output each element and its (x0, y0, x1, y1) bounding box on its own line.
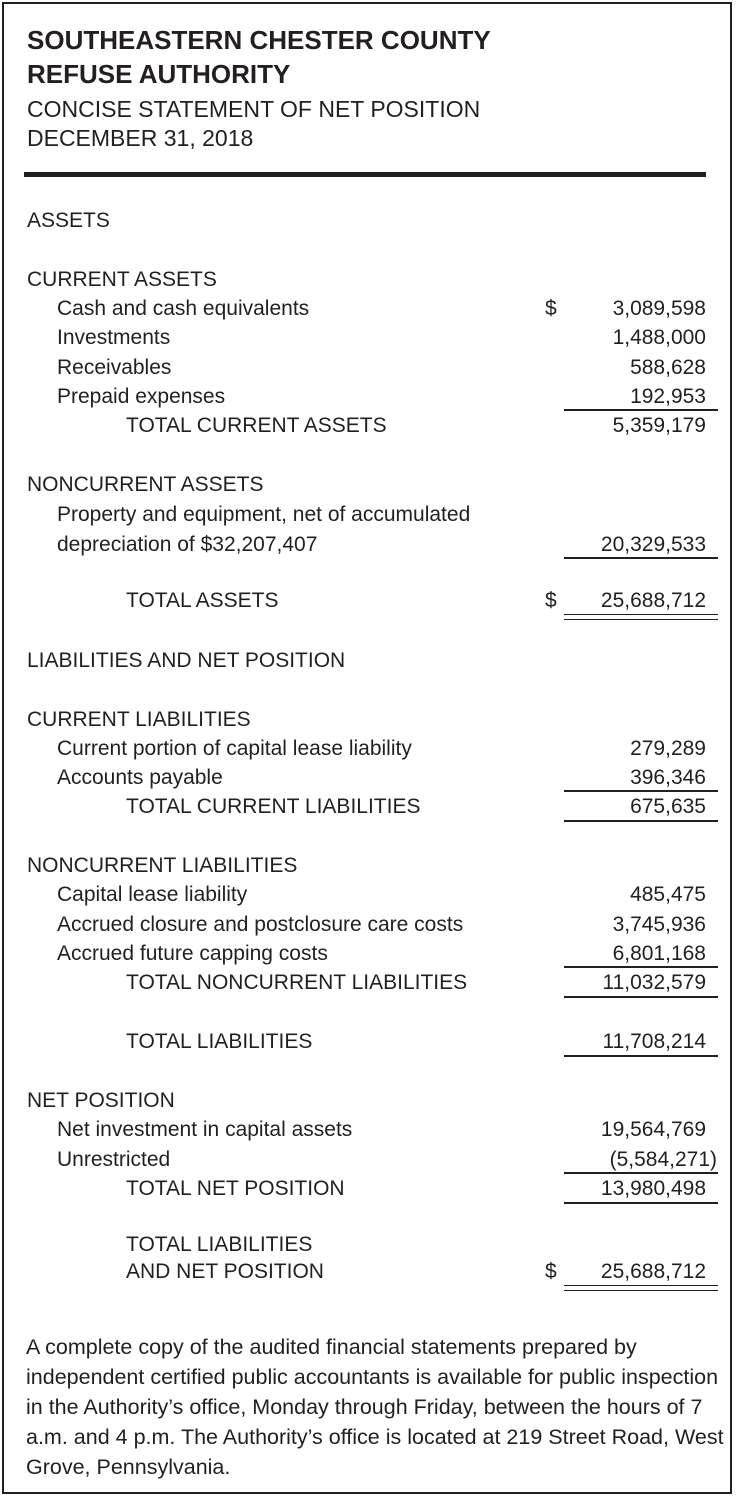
capital-lease-current-label: Current portion of capital lease liability (57, 737, 412, 760)
dollar-sign: $ (545, 589, 557, 612)
subtotal-rule (564, 1055, 718, 1057)
property-value: 20,329,533 (600, 533, 706, 556)
property-label-line2: depreciation of $32,207,407 (57, 533, 318, 556)
total-assets-value: 25,688,712 (600, 589, 706, 612)
subtotal-rule (564, 409, 718, 411)
current-assets-heading: CURRENT ASSETS (27, 268, 217, 291)
noncurrent-assets-heading: NONCURRENT ASSETS (27, 473, 264, 496)
grand-total-label-line2: AND NET POSITION (126, 1260, 324, 1283)
current-liabilities-heading: CURRENT LIABILITIES (27, 708, 251, 731)
investments-label: Investments (57, 326, 171, 349)
total-current-liabilities-value: 675,635 (630, 795, 706, 818)
total-assets-label: TOTAL ASSETS (126, 589, 279, 612)
subtotal-rule (564, 1172, 718, 1174)
receivables-value: 588,628 (630, 356, 706, 379)
total-net-position-label: TOTAL NET POSITION (126, 1177, 345, 1200)
investments-value: 1,488,000 (612, 326, 706, 349)
noncurrent-liabilities-heading: NONCURRENT LIABILITIES (27, 854, 298, 877)
subtotal-rule (564, 996, 718, 998)
prepaid-label: Prepaid expenses (57, 385, 226, 408)
capital-lease-value: 485,475 (630, 883, 706, 906)
total-net-position-value: 13,980,498 (600, 1177, 706, 1200)
total-noncurrent-liabilities-value: 11,032,579 (602, 971, 706, 994)
capital-lease-label: Capital lease liability (57, 883, 248, 906)
accounts-payable-label: Accounts payable (57, 766, 223, 789)
accounts-payable-value: 396,346 (630, 766, 706, 789)
org-name-line2: REFUSE AUTHORITY (27, 59, 291, 89)
receivables-label: Receivables (57, 356, 172, 379)
net-position-heading: NET POSITION (27, 1089, 175, 1112)
cash-value: 3,089,598 (612, 297, 706, 320)
prepaid-value: 192,953 (630, 385, 706, 408)
grand-total-label-line1: TOTAL LIABILITIES (126, 1233, 313, 1256)
org-name-line1: SOUTHEASTERN CHESTER COUNTY (27, 25, 491, 55)
total-liabilities-value: 11,708,214 (602, 1030, 706, 1053)
subtotal-rule (564, 557, 718, 559)
double-total-rule (564, 614, 718, 620)
total-current-assets-label: TOTAL CURRENT ASSETS (126, 414, 387, 437)
header-divider (24, 172, 706, 177)
subtotal-rule (564, 1202, 718, 1204)
capping-costs-label: Accrued future capping costs (57, 942, 328, 965)
closure-costs-value: 3,745,936 (612, 913, 706, 936)
grand-total-value: 25,688,712 (600, 1260, 706, 1283)
property-label-line1: Property and equipment, net of accumulated (57, 503, 471, 526)
capping-costs-value: 6,801,168 (612, 942, 706, 965)
cash-label: Cash and cash equivalents (57, 297, 310, 320)
subtotal-rule (564, 790, 718, 792)
statement-title: CONCISE STATEMENT OF NET POSITION (27, 96, 481, 122)
capital-lease-current-value: 279,289 (630, 737, 706, 760)
net-investment-label: Net investment in capital assets (57, 1118, 353, 1141)
subtotal-rule (564, 820, 718, 822)
dollar-sign: $ (545, 297, 557, 320)
total-noncurrent-liabilities-label: TOTAL NONCURRENT LIABILITIES (126, 971, 468, 994)
net-investment-value: 19,564,769 (600, 1118, 706, 1141)
statement-date: DECEMBER 31, 2018 (27, 125, 254, 151)
double-total-rule (564, 1285, 718, 1291)
footer-note: A complete copy of the audited financial statements prepared by independent certified public accountants is available for public inspection in the Authority’s office, Monday through Friday, between the hours of 7 a.m. and 4 p.m. The Authority’s office is located at 219 Street Road, West Grove, Pennsylvania. (26, 1335, 724, 1479)
total-current-liabilities-label: TOTAL CURRENT LIABILITIES (126, 795, 421, 818)
closure-costs-label: Accrued closure and postclosure care costs (57, 913, 464, 936)
dollar-sign: $ (545, 1260, 557, 1283)
total-current-assets-value: 5,359,179 (612, 414, 706, 437)
liabilities-heading: LIABILITIES AND NET POSITION (27, 649, 346, 672)
unrestricted-value: (5,584,271) (609, 1148, 717, 1171)
unrestricted-label: Unrestricted (57, 1148, 171, 1171)
assets-heading: ASSETS (27, 209, 110, 232)
subtotal-rule (564, 966, 718, 968)
total-liabilities-label: TOTAL LIABILITIES (126, 1030, 313, 1053)
